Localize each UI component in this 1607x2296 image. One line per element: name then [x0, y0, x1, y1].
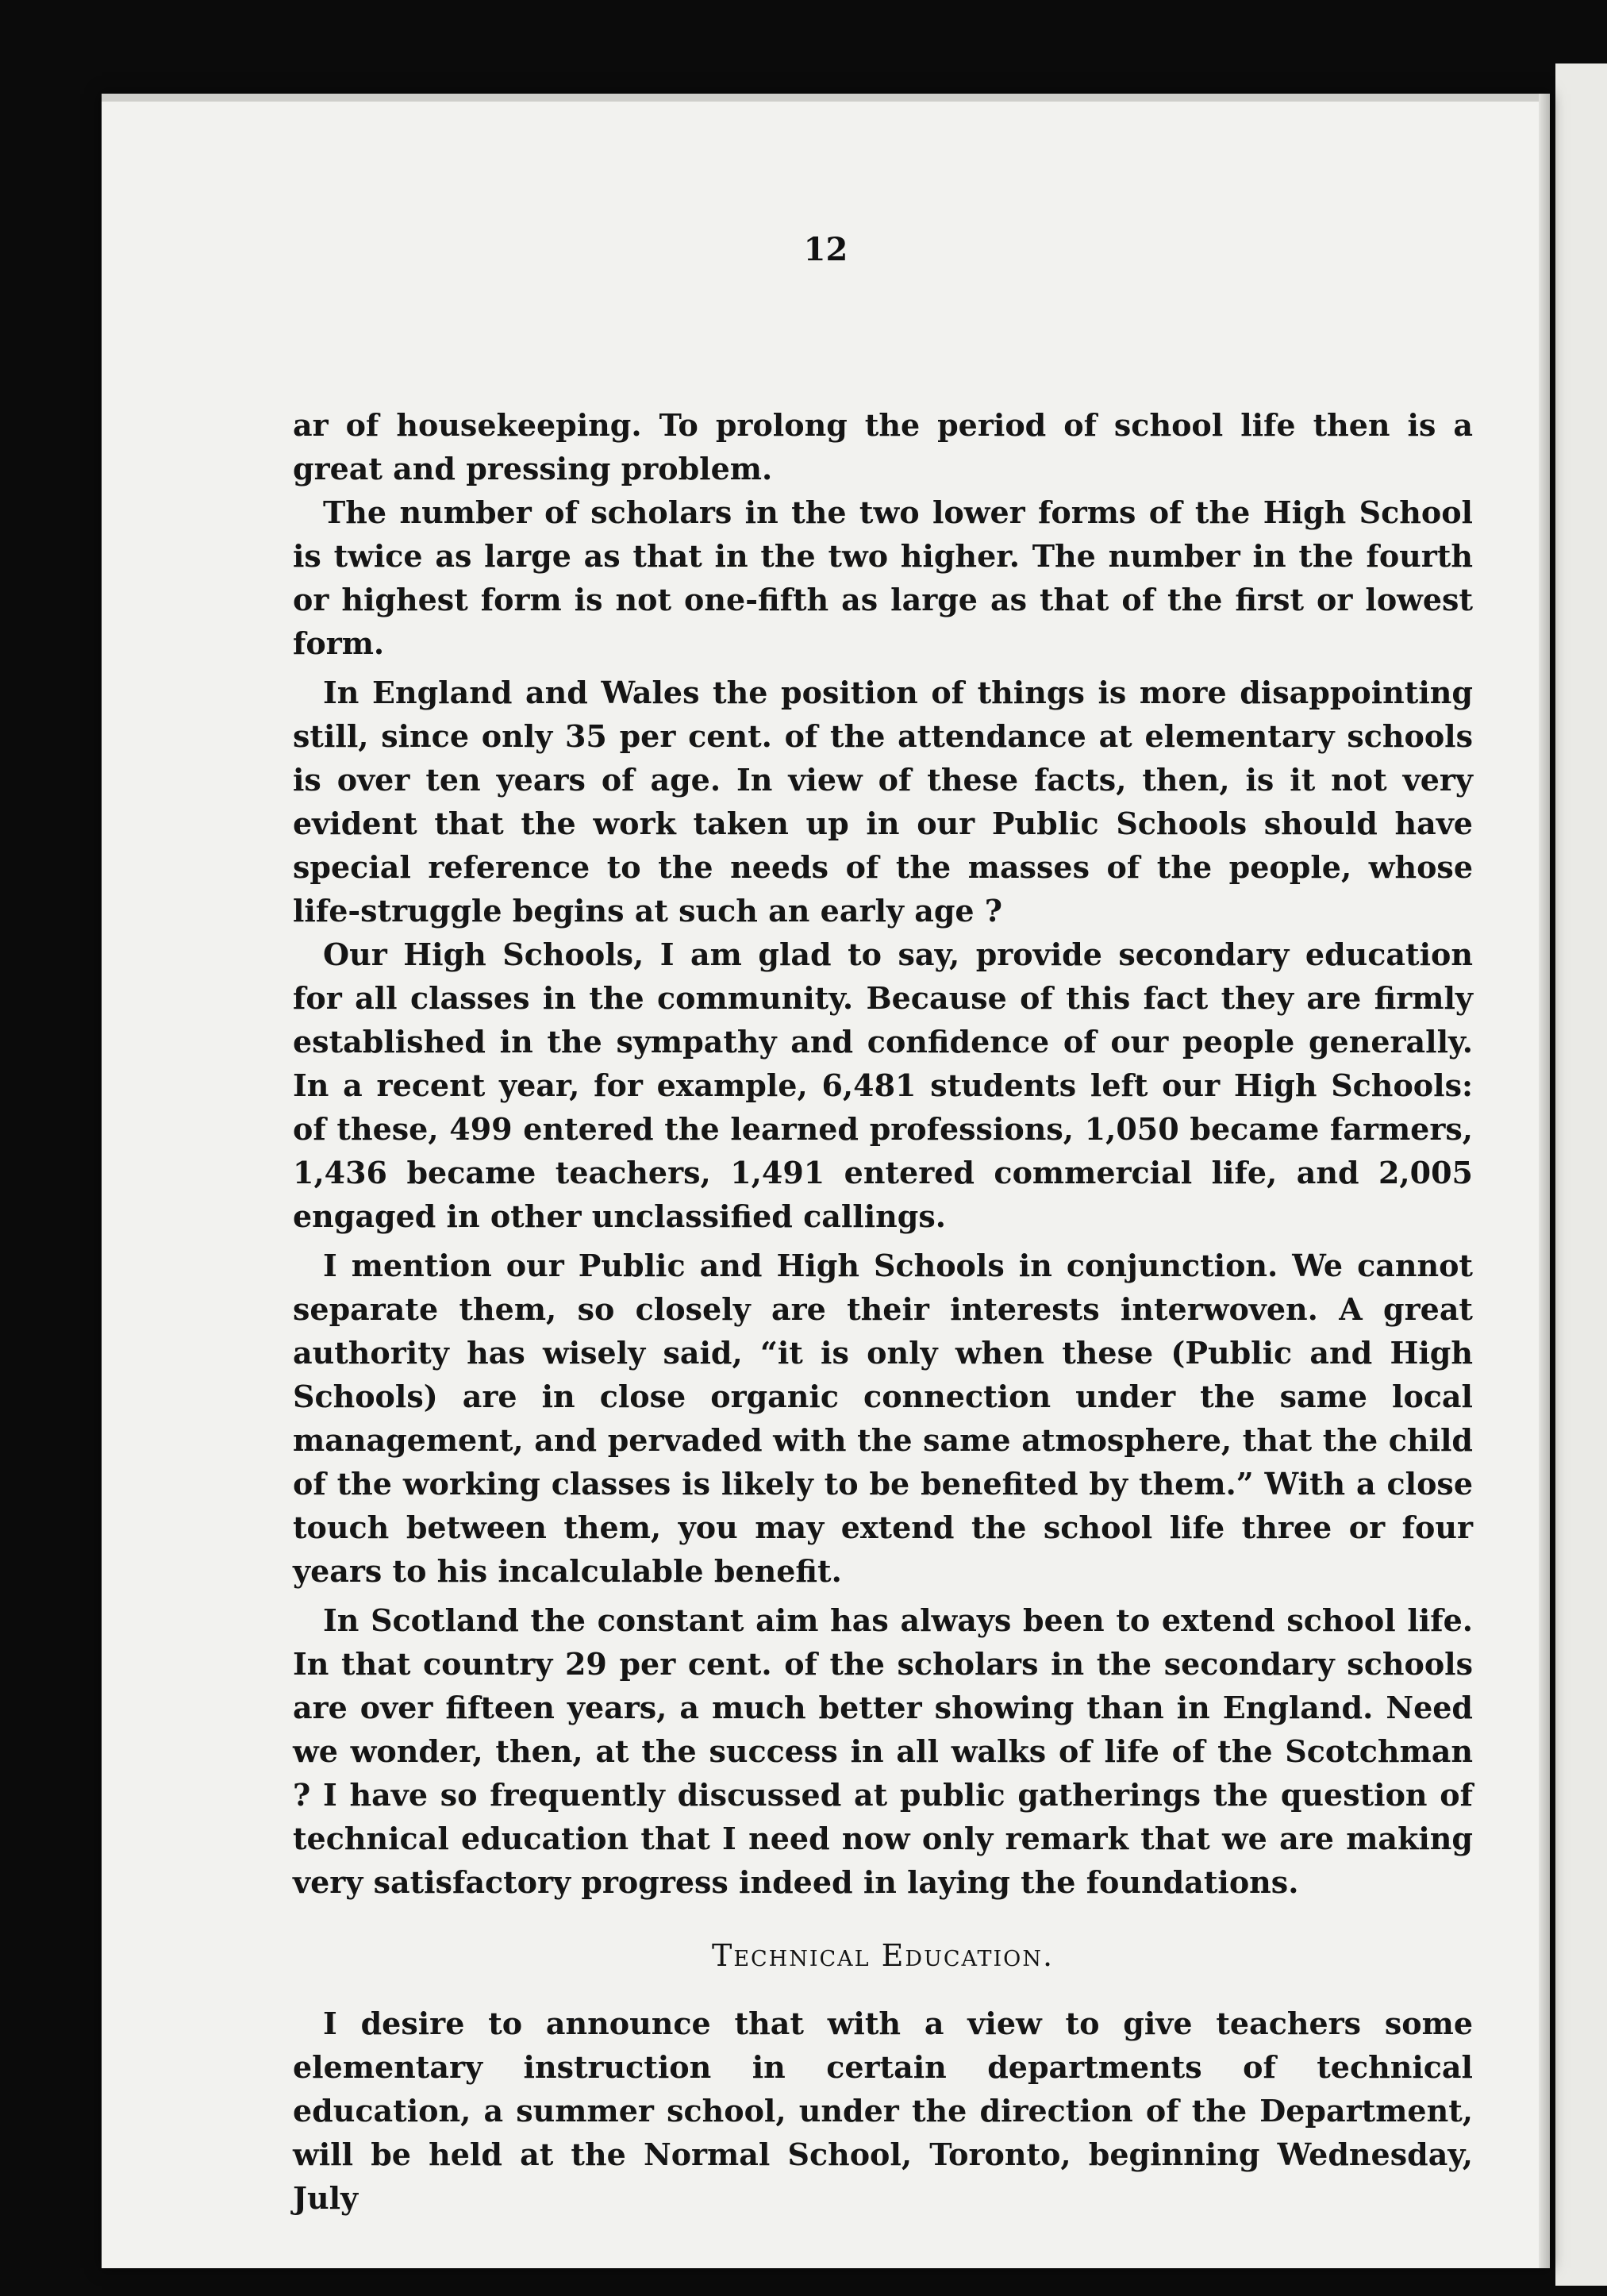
paragraph-1: ar of housekeeping. To prolong the period of school life then is a great and pressing problem. [293, 407, 1473, 487]
body-text [293, 403, 1473, 2220]
paragraph-3: In England and Wales the position of things is more disappointing still, since only 35 per cent. of the attendance at elementary schools is over ten years of age. In view of these facts, then, is it not very evident that the work taken up in our Public Schools should have special reference to the needs of the masses of the people, whose life-struggle begins at such an early age ? [293, 675, 1473, 929]
page-number: 12 [803, 231, 848, 268]
paragraph-4: Our High Schools, I am glad to say, provide secondary education for all classes in the community. Because of this fact they are firmly established in the sympathy and confidence of our people generally. In a recent year, for example, 6,481 students left our High Schools: of these, 499 entered the learned professions, 1,050 became farmers, 1,436 became teachers, 1,491 entered commercial life, and 2,005 engaged in other unclassified callings. [293, 936, 1473, 1234]
paragraph-6: In Scotland the constant aim has always been to extend school life. In that country 29 per cent. of the scholars in the secondary schools are over fifteen years, a much better showing than in England. Need we wonder, then, at the success in all walks of life of the Scotchman ? I have so frequently discussed at public gatherings the question of technical education that I need now only remark that we are making very satisfactory progress indeed in laying the foundations. [293, 1602, 1473, 1900]
paragraph-7: I desire to announce that with a view to give teachers some elementary instruction in certain departments of technical education, a summer school, under the direction of the Department, will be held at the Normal School, Toronto, beginning Wednesday, July [293, 2006, 1473, 2216]
document-page [102, 94, 1550, 2268]
paragraph-5: I mention our Public and High Schools in conjunction. We cannot separate them, so closely are their interests interwoven. A great authority has wisely said, “it is only when these (Public and High Schools) are in close organic connection under the same local management, and pervaded with the same atmosphere, that the child of the working classes is likely to be benefited by them.” With a close touch between them, you may extend the school life three or four years to his incalculable benefit. [293, 1248, 1473, 1589]
section-heading: Technical Education. [711, 1938, 1055, 1973]
adjacent-page-edge [1555, 63, 1607, 2286]
paragraph-2: The number of scholars in the two lower forms of the High School is twice as large as that in the two higher. The number in the fourth or highest form is not one-fifth as large as that of the first or lowest form. [293, 494, 1473, 661]
